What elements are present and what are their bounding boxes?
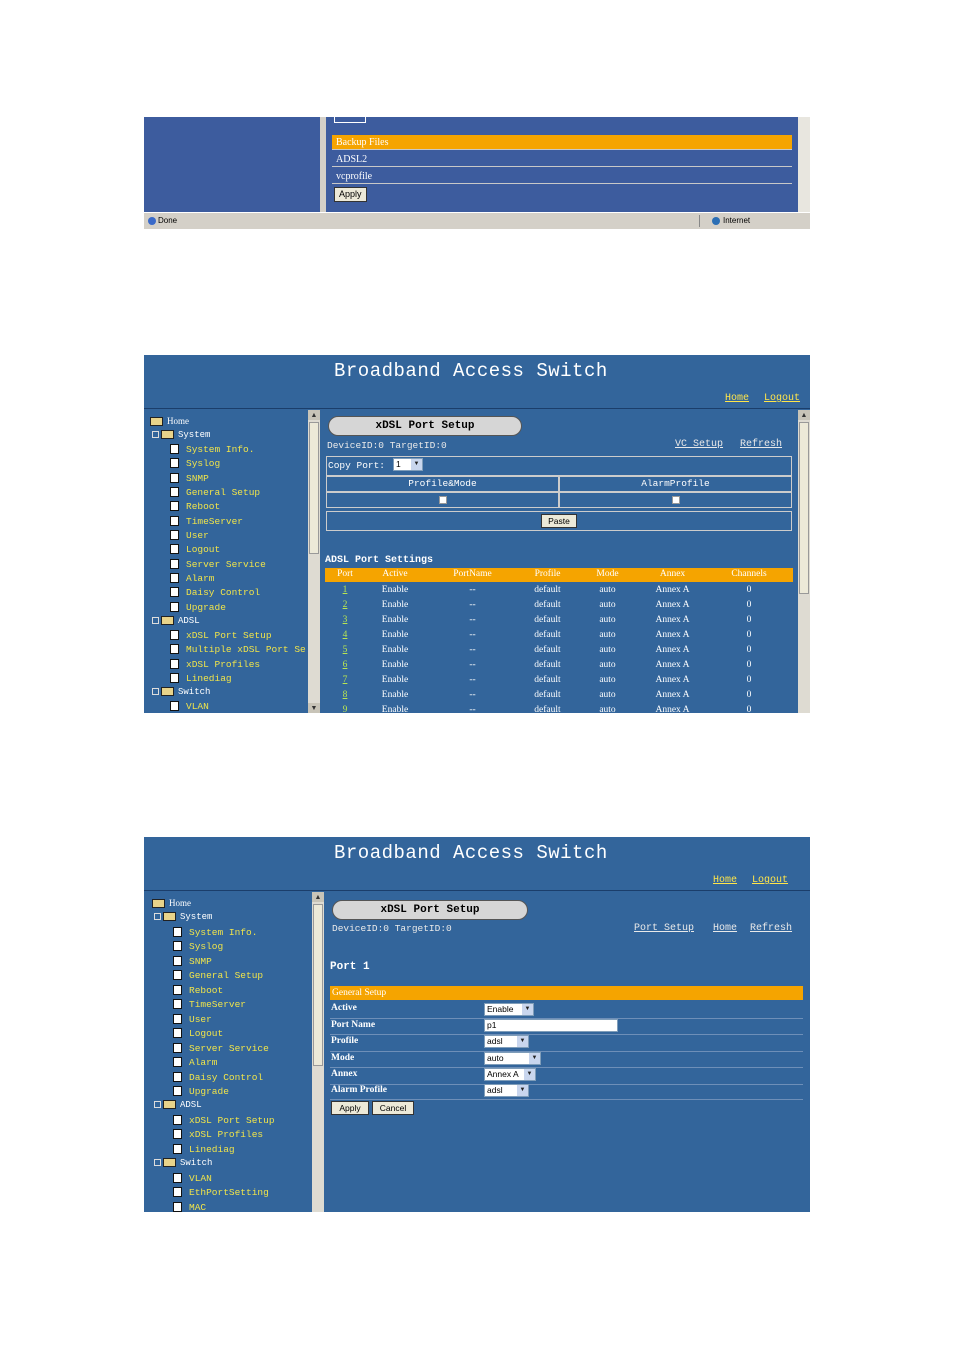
adsl2-row[interactable]: ADSL2	[332, 152, 792, 167]
tree-xdsl-port-setup[interactable]: xDSL Port Setup	[170, 630, 272, 641]
cell-portname: --	[469, 585, 476, 595]
cell-portname: --	[469, 675, 476, 685]
tree-home[interactable]: Home	[150, 416, 189, 426]
tree-system-info[interactable]: System Info.	[170, 444, 254, 455]
cell-mode: auto	[599, 585, 616, 595]
annex-select[interactable]: Annex A ▼	[484, 1068, 536, 1081]
cell-portname: --	[469, 615, 476, 625]
logout-link[interactable]: Logout	[764, 393, 801, 404]
profile-mode-header: Profile&Mode	[326, 476, 559, 492]
page-icon	[173, 956, 182, 966]
field-divider	[330, 1084, 803, 1085]
page-title-button[interactable]: xDSL Port Setup	[332, 900, 528, 920]
tree-switch[interactable]: Switch	[152, 687, 210, 697]
page-icon	[173, 941, 182, 951]
alarm-profile-header: AlarmProfile	[559, 476, 792, 492]
chevron-down-icon: ▼	[517, 1085, 528, 1096]
copy-port-label: Copy Port:	[328, 460, 386, 471]
tree-daisy-control[interactable]: Daisy Control	[170, 587, 260, 598]
apply-button[interactable]: Apply	[331, 1101, 369, 1115]
page-icon	[173, 1187, 182, 1197]
cell-mode: auto	[599, 675, 616, 685]
ie-page-icon	[148, 217, 156, 225]
page-icon	[170, 630, 179, 640]
page-icon	[170, 458, 179, 468]
cancel-button[interactable]: Cancel	[372, 1101, 414, 1115]
annex-label: Annex	[331, 1069, 358, 1079]
page-icon	[170, 516, 179, 526]
cell-mode: auto	[599, 630, 616, 640]
vertical-scrollbar[interactable]	[798, 117, 810, 212]
page-icon	[173, 999, 182, 1009]
chevron-down-icon: ▼	[529, 1053, 540, 1064]
cell-profile: default	[534, 705, 561, 713]
tree-syslog[interactable]: Syslog	[170, 458, 220, 469]
active-select[interactable]: Enable ▼	[484, 1003, 534, 1016]
expand-icon	[152, 617, 159, 624]
tree-switch[interactable]: Switch	[154, 1158, 212, 1168]
cell-port[interactable]: 8	[342, 690, 348, 700]
cell-profile: default	[534, 675, 561, 685]
page-icon	[170, 701, 179, 711]
left-frame	[144, 117, 320, 212]
cell-port[interactable]: 1	[342, 585, 348, 595]
cell-active: Enable	[381, 690, 409, 700]
expand-icon	[152, 688, 159, 695]
header-divider	[144, 890, 810, 891]
cell-profile: default	[534, 600, 561, 610]
expand-icon	[154, 1101, 161, 1108]
backup-window	[144, 117, 810, 229]
page-icon	[173, 927, 182, 937]
cell-mode: auto	[599, 645, 616, 655]
port-setup-link[interactable]: Port Setup	[634, 923, 695, 934]
page-icon	[170, 487, 179, 497]
folder-icon	[150, 417, 163, 426]
scroll-up-icon[interactable]: ▲	[308, 410, 320, 420]
tree-upgrade[interactable]: Upgrade	[170, 602, 226, 613]
app-title: Broadband Access Switch	[334, 360, 608, 382]
alarm-profile-cell	[559, 492, 792, 508]
profile-mode-cell	[326, 492, 559, 508]
general-setup-header: General Setup	[330, 986, 803, 1000]
cell-annex: Annex A	[655, 585, 690, 595]
folder-icon	[152, 899, 165, 908]
cell-portname: --	[469, 660, 476, 670]
cell-profile: default	[534, 660, 561, 670]
tree-linediag[interactable]: Linediag	[170, 673, 232, 684]
cell-active: Enable	[381, 585, 409, 595]
chevron-down-icon: ▼	[411, 459, 422, 470]
cell-port[interactable]: 9	[342, 705, 348, 713]
col-channels: Channels	[731, 569, 767, 579]
cell-active: Enable	[381, 705, 409, 713]
tree-adsl[interactable]: ADSL	[152, 616, 200, 626]
tree-xdsl-profiles[interactable]: xDSL Profiles	[173, 1129, 263, 1140]
tree-adsl[interactable]: ADSL	[154, 1100, 202, 1110]
cell-port[interactable]: 5	[342, 645, 348, 655]
status-bar	[144, 212, 810, 229]
tree-linediag[interactable]: Linediag	[173, 1144, 235, 1155]
cell-mode: auto	[599, 600, 616, 610]
page-icon	[170, 659, 179, 669]
page-icon	[173, 1057, 182, 1067]
page-icon	[170, 530, 179, 540]
apply-button[interactable]: Apply	[334, 187, 367, 202]
tree-timeserver[interactable]: TimeServer	[170, 516, 243, 527]
vc-setup-link[interactable]: VC Setup	[675, 439, 724, 450]
cell-port[interactable]: 3	[342, 615, 348, 625]
page-icon	[170, 544, 179, 554]
backup-files-row[interactable]: Backup Files	[332, 135, 792, 150]
port-table-header	[325, 568, 793, 582]
app-title: Broadband Access Switch	[334, 842, 608, 864]
tree-scrollbar[interactable]	[312, 892, 324, 1212]
port-name-input[interactable]: p1	[484, 1019, 618, 1032]
adsl-port-settings-title: ADSL Port Settings	[325, 555, 434, 566]
cell-port[interactable]: 4	[342, 630, 348, 640]
tree-logout[interactable]: Logout	[170, 544, 220, 555]
paste-button[interactable]: Paste	[541, 514, 577, 528]
profile-select[interactable]: adsl ▼	[484, 1035, 529, 1048]
tree-home[interactable]: Home	[152, 898, 191, 908]
tree-daisy-control[interactable]: Daisy Control	[173, 1072, 263, 1083]
cell-portname: --	[469, 630, 476, 640]
page-icon	[170, 673, 179, 683]
page-icon	[173, 970, 182, 980]
xdsl-port-setup-list-window	[144, 355, 810, 713]
home-link[interactable]: Home	[713, 875, 738, 886]
cell-profile: default	[534, 630, 561, 640]
logout-link[interactable]: Logout	[752, 875, 789, 886]
copy-port-select[interactable]: 1 ▼	[393, 458, 423, 471]
expand-icon	[154, 1159, 161, 1166]
nav-tree	[144, 410, 308, 713]
cell-profile: default	[534, 585, 561, 595]
cell-channels: 0	[746, 675, 752, 685]
tree-general-setup[interactable]: General Setup	[170, 487, 260, 498]
tree-xdsl-profiles[interactable]: xDSL Profiles	[170, 659, 260, 670]
tree-vlan[interactable]: VLAN	[170, 701, 209, 712]
home-nav-link[interactable]: Home	[713, 923, 738, 934]
expand-icon	[152, 431, 159, 438]
tree-system[interactable]: System	[154, 912, 212, 922]
cell-mode: auto	[599, 705, 616, 713]
tree-xdsl-port-setup[interactable]: xDSL Port Setup	[173, 1115, 275, 1126]
page-icon	[170, 501, 179, 511]
tree-server-service[interactable]: Server Service	[173, 1043, 269, 1054]
field-divider	[330, 1034, 803, 1035]
tree-multiple-xdsl-port-setup[interactable]: Multiple xDSL Port Se	[170, 644, 306, 655]
cell-channels: 0	[746, 615, 752, 625]
tree-system-info[interactable]: System Info.	[173, 927, 257, 938]
chevron-down-icon: ▼	[524, 1069, 535, 1080]
page-icon	[173, 1028, 182, 1038]
tree-alarm[interactable]: Alarm	[173, 1057, 218, 1068]
page-icon	[173, 1129, 182, 1139]
page-icon	[173, 1202, 182, 1212]
cell-annex: Annex A	[655, 675, 690, 685]
page-icon	[173, 1043, 182, 1053]
folder-icon	[163, 1100, 176, 1109]
field-divider	[330, 1067, 803, 1068]
nav-tree	[144, 892, 312, 1212]
cell-portname: --	[469, 690, 476, 700]
internet-zone: Internet	[712, 216, 750, 225]
page-icon	[173, 1144, 182, 1154]
cell-portname: --	[469, 705, 476, 713]
cell-channels: 0	[746, 690, 752, 700]
cell-annex: Annex A	[655, 705, 690, 713]
cell-active: Enable	[381, 645, 409, 655]
cell-channels: 0	[746, 630, 752, 640]
port-label: Port 1	[330, 961, 370, 973]
cell-mode: auto	[599, 615, 616, 625]
col-annex: Annex	[659, 569, 686, 579]
page-icon	[173, 1115, 182, 1125]
page-icon	[173, 1173, 182, 1183]
mode-label: Mode	[331, 1053, 355, 1063]
backup-panel	[326, 117, 798, 212]
tree-mac[interactable]: MAC	[173, 1202, 206, 1212]
tree-logout[interactable]: Logout	[173, 1028, 223, 1039]
scroll-down-icon[interactable]: ▼	[308, 703, 320, 713]
tree-server-service[interactable]: Server Service	[170, 559, 266, 570]
profile-mode-checkbox[interactable]	[439, 496, 447, 504]
tree-snmp[interactable]: SNMP	[173, 956, 212, 967]
cell-active: Enable	[381, 675, 409, 685]
cell-channels: 0	[746, 600, 752, 610]
cell-port[interactable]: 2	[342, 600, 348, 610]
chevron-down-icon: ▼	[517, 1036, 528, 1047]
scroll-up-icon[interactable]: ▲	[798, 410, 810, 420]
col-mode: Mode	[596, 569, 619, 579]
tree-snmp[interactable]: SNMP	[170, 473, 209, 484]
scroll-thumb[interactable]	[309, 422, 319, 554]
cell-active: Enable	[381, 660, 409, 670]
scroll-up-icon[interactable]: ▲	[312, 892, 324, 902]
partial-button[interactable]	[334, 117, 366, 123]
cell-mode: auto	[599, 660, 616, 670]
tree-syslog[interactable]: Syslog	[173, 941, 223, 952]
page-icon	[170, 573, 179, 583]
scroll-thumb[interactable]	[313, 904, 323, 1066]
page-icon	[170, 644, 179, 654]
main-scrollbar[interactable]	[798, 410, 810, 713]
cell-active: Enable	[381, 600, 409, 610]
cell-annex: Annex A	[655, 630, 690, 640]
page-icon	[170, 559, 179, 569]
cell-annex: Annex A	[655, 690, 690, 700]
tree-user[interactable]: User	[173, 1014, 212, 1025]
active-label: Active	[331, 1003, 357, 1013]
cell-annex: Annex A	[655, 645, 690, 655]
device-info: DeviceID:0 TargetID:0	[327, 440, 447, 451]
field-divider	[330, 1051, 803, 1052]
cell-channels: 0	[746, 705, 752, 713]
cell-annex: Annex A	[655, 600, 690, 610]
port-name-label: Port Name	[331, 1020, 376, 1030]
cell-profile: default	[534, 645, 561, 655]
page-icon	[170, 602, 179, 612]
page-icon	[170, 473, 179, 483]
page-icon	[170, 444, 179, 454]
page-title-button[interactable]: xDSL Port Setup	[328, 416, 522, 436]
cell-port[interactable]: 7	[342, 675, 348, 685]
scroll-thumb[interactable]	[799, 422, 809, 594]
tree-ethportsetting[interactable]: EthPortSetting	[173, 1187, 269, 1198]
cell-annex: Annex A	[655, 660, 690, 670]
field-divider	[330, 1099, 803, 1100]
tree-user[interactable]: User	[170, 530, 209, 541]
cell-channels: 0	[746, 660, 752, 670]
refresh-link[interactable]: Refresh	[750, 923, 793, 934]
alarm-profile-checkbox[interactable]	[672, 496, 680, 504]
cell-active: Enable	[381, 630, 409, 640]
tree-system[interactable]: System	[152, 430, 210, 440]
col-port: Port	[337, 569, 353, 579]
expand-icon	[154, 913, 161, 920]
profile-label: Profile	[331, 1036, 359, 1046]
cell-channels: 0	[746, 585, 752, 595]
cell-profile: default	[534, 690, 561, 700]
folder-icon	[163, 912, 176, 921]
folder-icon	[161, 430, 174, 439]
tree-vlan[interactable]: VLAN	[173, 1173, 212, 1184]
status-separator	[699, 215, 700, 227]
folder-icon	[161, 687, 174, 696]
tree-upgrade[interactable]: Upgrade	[173, 1086, 229, 1097]
tree-timeserver[interactable]: TimeServer	[173, 999, 246, 1010]
device-info: DeviceID:0 TargetID:0	[332, 923, 452, 934]
status-done-text: Done	[148, 216, 177, 225]
cell-mode: auto	[599, 690, 616, 700]
page-icon	[170, 587, 179, 597]
cell-port[interactable]: 6	[342, 660, 348, 670]
page-icon	[173, 1086, 182, 1096]
folder-icon	[163, 1158, 176, 1167]
cell-channels: 0	[746, 645, 752, 655]
cell-portname: --	[469, 645, 476, 655]
refresh-link[interactable]: Refresh	[740, 439, 783, 450]
folder-icon	[161, 616, 174, 625]
cell-annex: Annex A	[655, 615, 690, 625]
page-icon	[173, 1014, 182, 1024]
xdsl-port-detail-window	[144, 837, 810, 1212]
tree-alarm[interactable]: Alarm	[170, 573, 215, 584]
tree-general-setup[interactable]: General Setup	[173, 970, 263, 981]
col-portname: PortName	[453, 569, 492, 579]
cell-portname: --	[469, 600, 476, 610]
mode-select[interactable]: auto ▼	[484, 1052, 541, 1065]
chevron-down-icon: ▼	[522, 1004, 533, 1015]
cell-profile: default	[534, 615, 561, 625]
home-link[interactable]: Home	[725, 393, 750, 404]
tree-reboot[interactable]: Reboot	[173, 985, 223, 996]
col-profile: Profile	[534, 569, 561, 579]
tree-reboot[interactable]: Reboot	[170, 501, 220, 512]
col-active: Active	[382, 569, 408, 579]
tree-scrollbar[interactable]	[308, 410, 320, 713]
page-icon	[173, 1072, 182, 1082]
cell-active: Enable	[381, 615, 409, 625]
alarm-profile-label: Alarm Profile	[331, 1085, 388, 1095]
alarm-profile-select[interactable]: adsl ▼	[484, 1084, 529, 1097]
header-divider	[144, 408, 810, 409]
page-icon	[173, 985, 182, 995]
vcprofile-row[interactable]: vcprofile	[332, 169, 792, 184]
globe-icon	[712, 217, 720, 225]
